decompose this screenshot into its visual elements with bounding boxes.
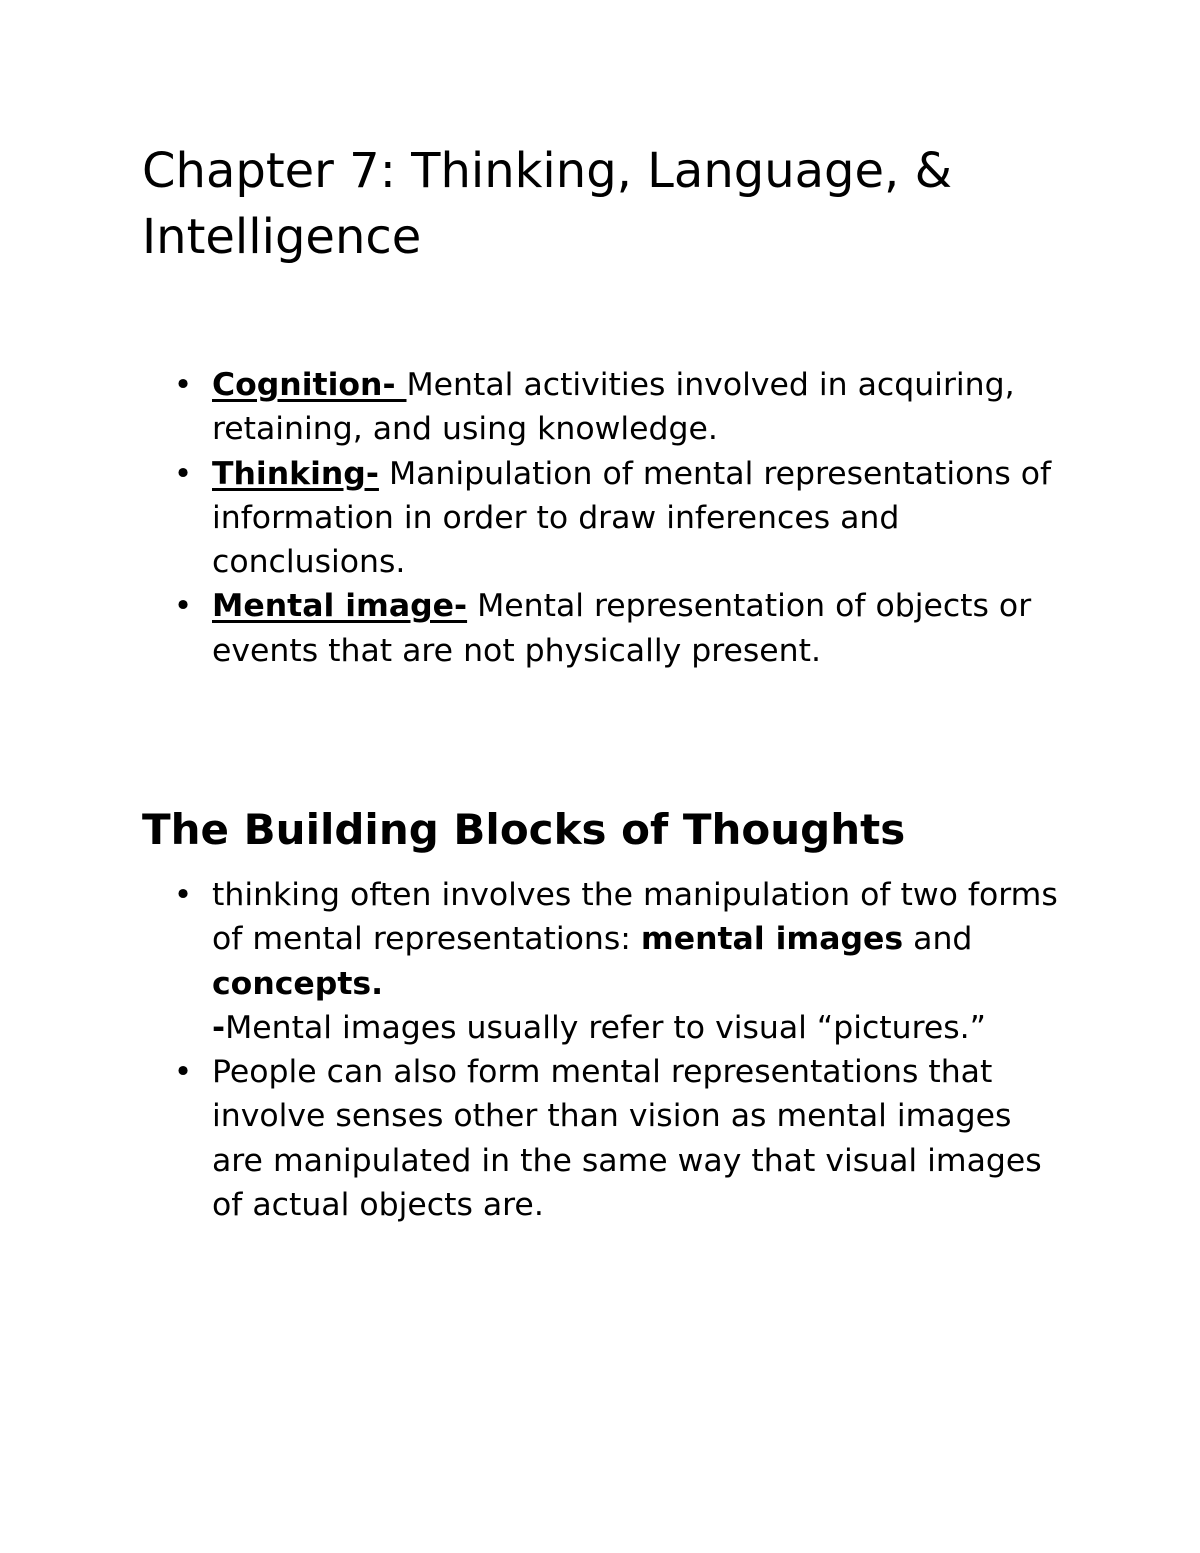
section-list — [142, 873, 1072, 1227]
sub-note-text: Mental images usually refer to visual “pictures.” — [225, 1009, 986, 1046]
page-title: Chapter 7: Thinking, Language, & Intelligence — [142, 143, 952, 265]
bold-term: mental images — [640, 921, 904, 958]
sub-note-dash: - — [212, 1009, 226, 1046]
bullet-icon: • — [173, 367, 193, 403]
bullet-icon: • — [173, 588, 193, 625]
bullet-text: and — [903, 921, 973, 958]
definition-term: Mental image- — [212, 588, 468, 625]
bullet-icon: • — [173, 455, 193, 492]
definitions-list — [142, 363, 1072, 673]
bullet-text: thinking often involves the manipulation of two forms of mental representations: — [212, 877, 1058, 958]
bullet-icon: • — [173, 1054, 193, 1091]
definition-term: Cognition- — [212, 367, 407, 403]
bullet-icon: • — [173, 877, 193, 913]
definition-text: Manipulation of mental representations of information in order to draw inferences and conclusions. — [212, 455, 1052, 581]
list-item — [142, 584, 1072, 673]
bullet-text: People can also form mental representations that involve senses other than vision as mental images are manipulated in the same way that visual images of actual objects are. — [212, 1054, 1042, 1224]
list-item — [142, 873, 1072, 1050]
definition-text: Mental activities involved in acquiring, retaining, and using knowledge. — [212, 367, 1015, 448]
section-heading: The Building Blocks of Thoughts — [142, 805, 906, 854]
list-item — [142, 452, 1072, 585]
definition-term: Thinking- — [212, 455, 379, 492]
bold-term: concepts. — [212, 965, 384, 1002]
list-item — [142, 1050, 1072, 1227]
definition-text: Mental representation of objects or events that are not physically present. — [212, 588, 1032, 669]
list-item — [142, 363, 1072, 452]
sub-note — [212, 1006, 1072, 1050]
